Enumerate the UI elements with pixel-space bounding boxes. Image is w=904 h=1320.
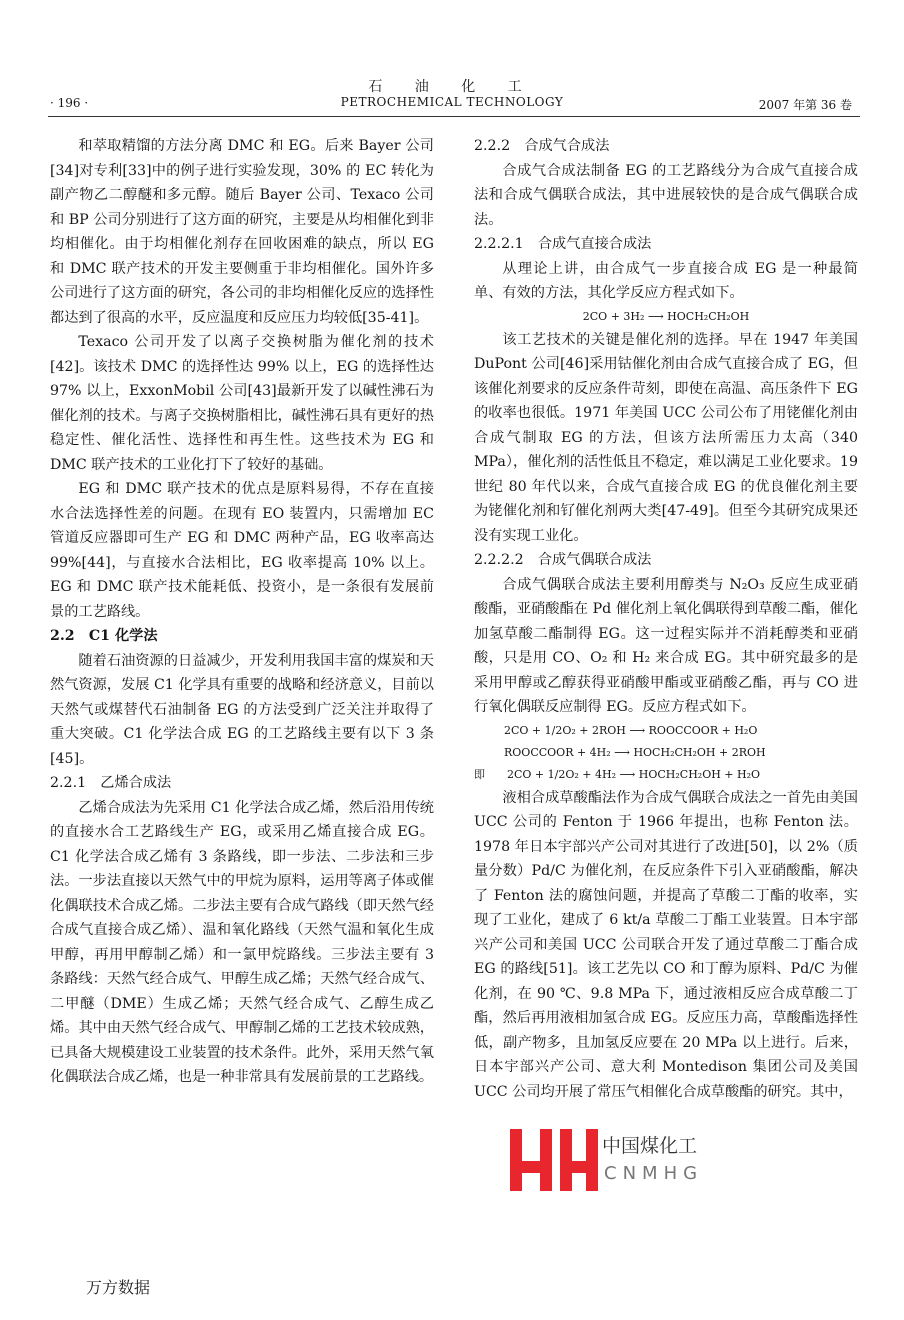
- paragraph: 合成气合成法制备 EG 的工艺路线分为合成气直接合成法和合成气偶联合成法，其中进展较快的是合成气偶联合成法。: [474, 162, 858, 228]
- chemical-equation: ROOCCOOR + 4H₂ ⟶ HOCH₂CH₂OH + 2ROH: [504, 745, 766, 759]
- logo-text-en: CNMHG: [604, 1163, 704, 1184]
- subsection-heading: 2.2.2 合成气合成法: [474, 138, 610, 154]
- chemical-equation: 2CO + 1/2O₂ + 2ROH ⟶ ROOCCOOR + H₂O: [504, 723, 758, 737]
- paragraph: 乙烯合成法为先采用 C1 化学法合成乙烯，然后沿用传统的直接水合工艺路线生产 EG，或采用乙烯直接合成 EG。C1 化学法合成乙烯有 3 条路线，即一步法、二步法和三步法。一步法直接以天然气中的甲烷为原料，运用等离子体或催化偶联技术合成乙烯。二步法主要有合成气路线（即天然气经合成气直接合成乙烯）、温和氧化路线（天然气温和氧化生成甲醇，再用甲醇制乙烯）和一氯甲烷路线。三步法主要有 3 条路线：天然气经合成气、甲醇生成乙烯；天然气经合成气、二甲醚（DME）生成乙烯；天然气经合成气、乙醇生成乙烯。其中由天然气经合成气、甲醇制乙烯的工艺技术较成熟，已具备大规模建设工业装置的技术条件。此外，采用天然气氧化偶联法合成乙烯，也是一种非常具有发展前景的工艺路线。: [50, 799, 434, 1085]
- subsection-heading: 2.2.2.2 合成气偶联合成法: [474, 552, 652, 568]
- logo-text-cn: 中国煤化工: [602, 1135, 698, 1157]
- paragraph: 该工艺技术的关键是催化剂的选择。早在 1947 年美国 DuPont 公司[46]采用钴催化剂由合成气直接合成了 EG，但该催化剂要求的反应条件苛刻，即使在高温、高压条件下 EG 的收率也很低。1971 年美国 UCC 公司公布了用铑催化剂由合成气制取 EG 的方法，但该方法所需压力太高（340 MPa），催化剂的活性低且不稳定，难以满足工业化要求。19 世纪 80 年代以来，合成气直接合成 EG 的优良催化剂主要为铑催化剂和钌催化剂两大类[47-49]。但至今其研究成果还没有实现工业化。: [474, 331, 858, 544]
- paragraph: 和萃取精馏的方法分离 DMC 和 EG。后来 Bayer 公司[34]对专利[33]中的例子进行实验发现，30% 的 EC 转化为副产物乙二醇醚和多元醇。随后 Bayer 公司、Texaco 公司和 BP 公司分别进行了这方面的研究，主要是从均相催化到非均相催化。由于均相催化剂存在回收困难的缺点，所以 EG 和 DMC 联产技术的开发主要侧重于非均相催化。国外许多公司进行了这方面的研究，各公司的非均相催化反应的选择性都达到了很高的水平，反应温度和反应压力均较低[35-41]。: [50, 138, 434, 326]
- paragraph: 随着石油资源的日益减少，开发利用我国丰富的煤炭和天然气资源，发展 C1 化学具有重要的战略和经济意义，目前以天然气或煤替代石油制备 EG 的方法受到广泛关注并取得了重大突破。C1 化学法合成 EG 的工艺路线主要有以下 3 条[45]。: [50, 652, 434, 767]
- subsection-heading: 2.2.2.1 合成气直接合成法: [474, 236, 652, 252]
- paragraph: EG 和 DMC 联产技术的优点是原料易得，不存在直接水合法选择性差的问题。在现有 EO 装置内，只需增加 EC 管道反应器即可生产 EG 和 DMC 两种产品，EG 收率高达 99%[44]，与直接水合法相比，EG 收率提高 10% 以上。EG 和 DMC 联产技术能耗低、投资小，是一条很有发展前景的工艺路线。: [50, 481, 434, 620]
- journal-title-cn: 石 油 化 工: [368, 79, 536, 95]
- subsection-heading: 2.2.1 乙烯合成法: [50, 775, 172, 791]
- section-heading: 2.2 C1 化学法: [50, 628, 158, 644]
- chemical-equation: 2CO + 3H₂ ⟶ HOCH₂CH₂OH: [582, 309, 750, 323]
- paragraph: 从理论上讲，由合成气一步直接合成 EG 是一种最简单、有效的方法，其化学反应方程式如下。: [474, 260, 858, 301]
- mh-logo-icon: [508, 1127, 600, 1193]
- chemical-equation: 即 2CO + 1/2O₂ + 4H₂ ⟶ HOCH₂CH₂OH + H₂O: [474, 767, 761, 781]
- paragraph: 液相合成草酸酯法作为合成气偶联合成法之一首先由美国 UCC 公司的 Fenton 于 1966 年提出，也称 Fenton 法。1978 年日本宇部兴产公司对其进行了改进[50]，以 2%（质量分数）Pd/C 为催化剂，在反应条件下引入亚硝酸酯，解决了 Fenton 法的腐蚀问题，并提高了草酸二丁酯的收率，实现了工业化，建成了 6 kt/a 草酸二丁酯工业装置。日本宇部兴产公司和美国 UCC 公司联合开发了通过草酸二丁酯合成 EG 的路线[51]。该工艺先以 CO 和丁醇为原料、Pd/C 为催化剂，在 90 ℃、9.8 MPa 下，通过液相反应合成草酸二丁酯，然后再用液相加氢合成 EG。反应压力高，草酸酯选择性低，副产物多，且加氢反应要在 20 MPa 以上进行。后来，日本宇部兴产公司、意大利 Montedison 集团公司及美国 UCC 公司均开展了常压气相催化合成草酸酯的研究。其中，: [474, 789, 858, 1100]
- paragraph: Texaco 公司开发了以离子交换树脂为催化剂的技术[42]。该技术 DMC 的选择性达 99% 以上，EG 的选择性达 97% 以上，ExxonMobil 公司[43]最新开发了以碱性沸石为催化剂的技术。与离子交换树脂相比，碱性沸石具有更好的热稳定性、催化活性、选择性和再生性。这些技术为 EG 和 DMC 联产技术的工业化打下了较好的基础。: [50, 334, 434, 473]
- right-column: [474, 134, 858, 1104]
- left-column: [50, 134, 434, 1090]
- cnmhg-logo: [508, 1125, 713, 1195]
- volume-label: 2007 年第 36 卷: [758, 98, 852, 112]
- page-number: · 196 ·: [50, 96, 89, 110]
- source-watermark: 万方数据: [86, 1278, 151, 1297]
- paragraph: 合成气偶联合成法主要利用醇类与 N₂O₃ 反应生成亚硝酸酯，亚硝酸酯在 Pd 催化剂上氧化偶联得到草酸二酯，催化加氢草酸二酯制得 EG。这一过程实际并不消耗醇类和亚硝酸，只是用 CO、O₂ 和 H₂ 来合成 EG。其中研究最多的是采用甲醇或乙醇获得亚硝酸甲酯或亚硝酸乙酯，再与 CO 进行氧化偶联反应制得 EG。反应方程式如下。: [474, 576, 858, 715]
- header-rule: [48, 116, 860, 117]
- journal-title-en: PETROCHEMICAL TECHNOLOGY: [340, 95, 564, 109]
